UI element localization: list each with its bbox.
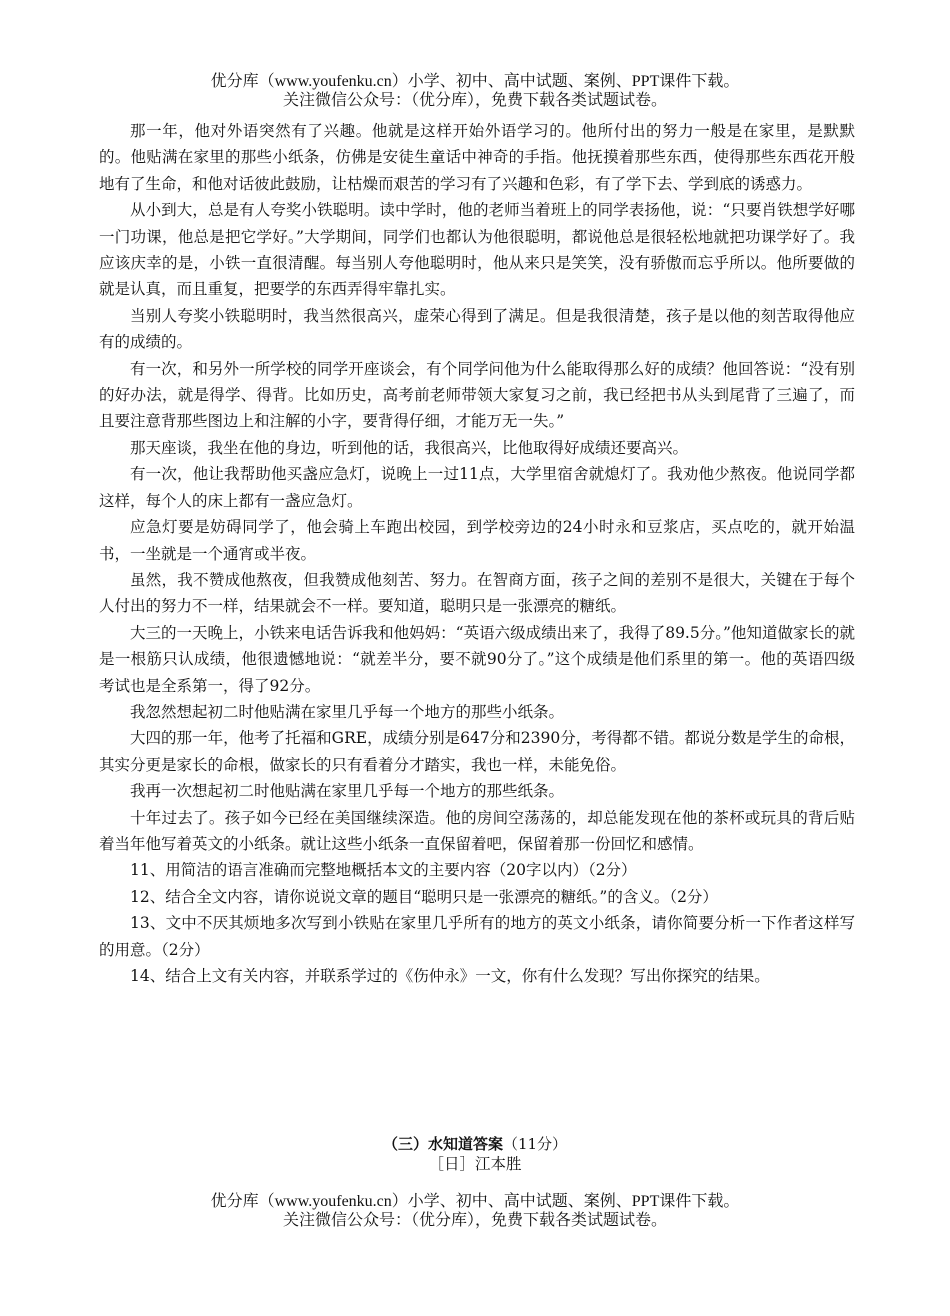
section-title-text: （三）水知道答案: [382, 1135, 503, 1153]
question-13: 13、文中不厌其烦地多次写到小铁贴在家里几乎所有的地方的英文小纸条，请你简要分析一下作者这样写的用意。（2分）: [99, 914, 855, 959]
header-line-2: 关注微信公众号：（优分库），免费下载各类试题试卷。: [282, 92, 667, 109]
paragraph: 那天座谈，我坐在他的身边，听到他的话，我很高兴，比他取得好成绩还要高兴。: [130, 438, 689, 457]
section-score: （11分）: [502, 1135, 568, 1153]
page-header: [0, 72, 950, 110]
footer-line-2: 关注微信公众号：（优分库），免费下载各类试题试卷。: [282, 1212, 667, 1229]
section-title: [0, 1135, 950, 1153]
paragraph: 大三的一天晚上，小铁来电话告诉我和他妈妈：“英语六级成绩出来了，我得了89.5分。”他知道做家长的就是一根筋只认成绩，他很遗憾地说：“就差半分，要不就90分了。”这个成绩是他们系里的第一。他的英语四级考试也是全系第一，得了92分。: [99, 623, 855, 695]
paragraph: 有一次，他让我帮助他买盏应急灯，说晚上一过11点，大学里宿舍就熄灯了。我劝他少熬夜。他说同学都这样，每个人的床上都有一盏应急灯。: [99, 465, 855, 510]
paragraph: 我忽然想起初二时他贴满在家里几乎每一个地方的那些小纸条。: [130, 702, 565, 721]
paragraph: 当别人夸奖小铁聪明时，我当然很高兴，虚荣心得到了满足。但是我很清楚，孩子是以他的刻苦取得他应有的成绩的。: [99, 306, 855, 352]
paragraph: 十年过去了。孩子如今已经在美国继续深造。他的房间空荡荡的，却总能发现在他的茶杯或玩具的背后贴着当年他写着英文的小纸条。就让这些小纸条一直保留着吧，保留着那一份回忆和感情。: [99, 808, 855, 853]
paragraph: 那一年，他对外语突然有了兴趣。他就是这样开始外语学习的。他所付出的努力一般是在家里，是默默的。他贴满在家里的那些小纸条，仿佛是安徒生童话中神奇的手指。他抚摸着那些东西，使得那些东西花开般地有了生命，和他对话彼此鼓励，让枯燥而艰苦的学习有了兴趣和色彩，有了学下去、学到底的诱惑力。: [99, 122, 855, 193]
header-line-1: 优分库（www.youfenku.cn）小学、初中、高中试题、案例、PPT课件下载。: [210, 73, 740, 90]
question-11: 11、用简洁的语言准确而完整地概括本文的主要内容（20字以内）（2分）: [130, 861, 637, 880]
paragraph: 虽然，我不赞成他熬夜，但我赞成他刻苦、努力。在智商方面，孩子之间的差别不是很大，关键在于每个人付出的努力不一样，结果就会不一样。要知道，聪明只是一张漂亮的糖纸。: [99, 570, 855, 616]
paragraph: 大四的那一年，他考了托福和GRE，成绩分别是647分和2390分，考得都不错。都说分数是学生的命根，其实分更是家长的命根，做家长的只有看着分才踏实，我也一样，未能免俗。: [99, 729, 855, 774]
paragraph: 从小到大，总是有人夸奖小铁聪明。读中学时，他的老师当着班上的同学表扬他，说：“只要肖铁想学好哪一门功课，他总是把它学好。”大学期间，同学们也都认为他很聪明，都说他总是很轻松地就把功课学好了。我应该庆幸的是，小铁一直很清醒。每当别人夸他聪明时，他从来只是笑笑，没有骄傲而忘乎所以。他所要做的就是认真，而且重复，把要学的东西弄得牢靠扎实。: [99, 201, 855, 299]
paragraph: 应急灯要是妨碍同学了，他会骑上车跑出校园，到学校旁边的24小时永和豆浆店，买点吃的，就开始温书，一坐就是一个通宵或半夜。: [99, 518, 855, 563]
question-14: 14、结合上文有关内容，并联系学过的《伤仲永》一文，你有什么发现？写出你探究的结果。: [130, 967, 770, 985]
page-footer: [0, 1192, 950, 1230]
question-12: 12、结合全文内容，请你说说文章的题目“聪明只是一张漂亮的糖纸。”的含义。（2分）: [130, 887, 718, 906]
paragraph: 有一次，和另外一所学校的同学开座谈会，有个同学问他为什么能取得那么好的成绩？他回答说：“没有别的好办法，就是得学、得背。比如历史，高考前老师带领大家复习之前，我已经把书从头到尾背了三遍了，而且要注意背那些图边上和注解的小字，要背得仔细，才能万无一失。”: [99, 359, 855, 431]
paragraph: 我再一次想起初二时他贴满在家里几乎每一个地方的那些纸条。: [130, 782, 565, 801]
footer-line-1: 优分库（www.youfenku.cn）小学、初中、高中试题、案例、PPT课件下载。: [210, 1193, 740, 1210]
article-body: [99, 118, 855, 989]
section-author: ［日］江本胜: [428, 1155, 522, 1173]
